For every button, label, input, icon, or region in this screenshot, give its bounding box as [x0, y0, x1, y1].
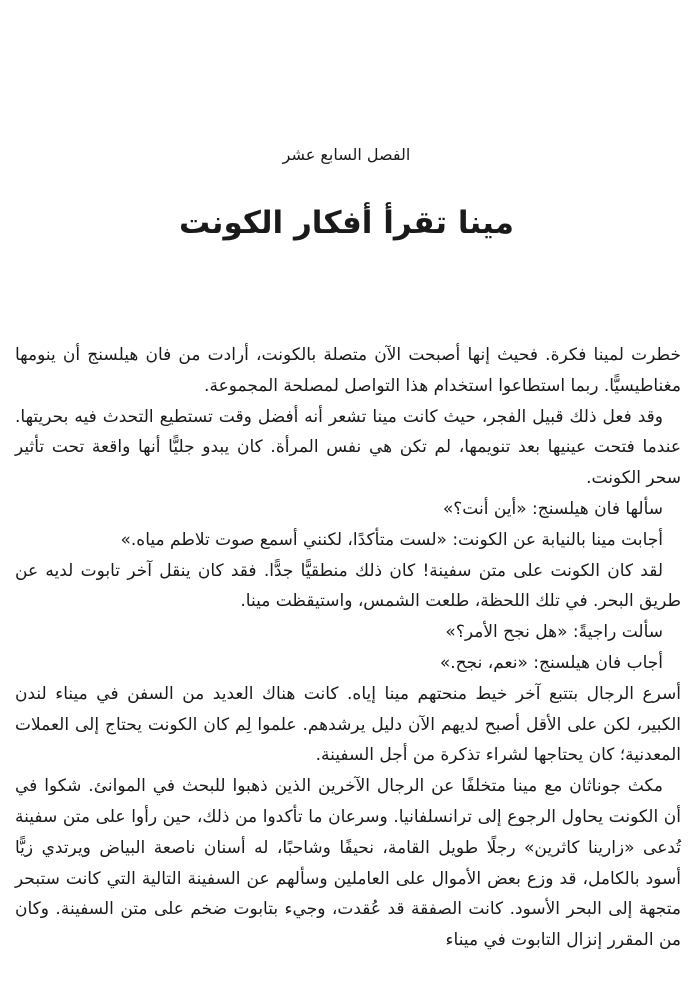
- paragraph: وقد فعل ذلك قبيل الفجر، حيث كانت مينا تشعر أنه أفضل وقت تستطيع التحدث فيه بحريتها. عندما فتحت عينيها بعد تنويمها، لم تكن هي نفس المرأة. كان يبدو جليًّا أنها واقعة تحت تأثير سحر الكونت.: [15, 406, 681, 489]
- dialogue-line: سألت راجيةً: «هل نجح الأمر؟»: [445, 622, 663, 643]
- paragraph: خطرت لمينا فكرة. فحيث إنها أصبحت الآن متصلة بالكونت، أرادت من فان هيلسنج أن ينومها مغناطيسيًّا. ربما استطاعوا استخدام هذا التواصل لمصلحة المجموعة.: [15, 345, 681, 396]
- paragraph: مكث جوناثان مع مينا متخلفًا عن الرجال الآخرين الذين ذهبوا للبحث في الموانئ. شكوا في أن الكونت يحاول الرجوع إلى ترانسلفانيا. وسرعان ما تأكدوا من ذلك، حين رأوا على متن سفينة تُدعى «زارينا كاثرين» رجلًا طويل القامة، نحيفًا وشاحبًا، له أسنان ناصعة البياض ويرتدي زيًّا أسود بالكامل، قد وزع بعض الأموال على العاملين وسألهم عن السفينة التالية التي كانت ستبحر متجهة إلى البحر الأسود. كانت الصفقة قد عُقدت، وجيء بتابوت ضخم على متن السفينة. وكان من المقرر إنزال التابوت في ميناء: [15, 776, 681, 951]
- dialogue-line: أجاب فان هيلسنج: «نعم، نجح.»: [439, 652, 663, 673]
- chapter-body: [15, 340, 681, 956]
- paragraph: لقد كان الكونت على متن سفينة! كان ذلك منطقيًّا جدًّا. فقد كان ينقل آخر تابوت لديه عن طريق البحر. في تلك اللحظة، طلعت الشمس، واستيقظت مينا.: [15, 560, 681, 612]
- paragraph: أسرع الرجال بتتبع آخر خيط منحتهم مينا إياه. كانت هناك العديد من السفن في ميناء لندن الكبير، لكن على الأقل أصبح لديهم الآن دليل يرشدهم. علموا لِم كان الكونت يحتاج إلى العملات المعدنية؛ كان يحتاجها لشراء تذكرة من أجل السفينة.: [15, 683, 681, 766]
- chapter-number: الفصل السابع عشر: [282, 145, 411, 164]
- chapter-title: مينا تقرأ أفكار الكونت: [178, 205, 514, 241]
- dialogue-line: سألها فان هيلسنج: «أين أنت؟»: [442, 498, 663, 519]
- dialogue-line: أجابت مينا بالنيابة عن الكونت: «لست متأكدًا، لكنني أسمع صوت تلاطم مياه.»: [120, 529, 663, 550]
